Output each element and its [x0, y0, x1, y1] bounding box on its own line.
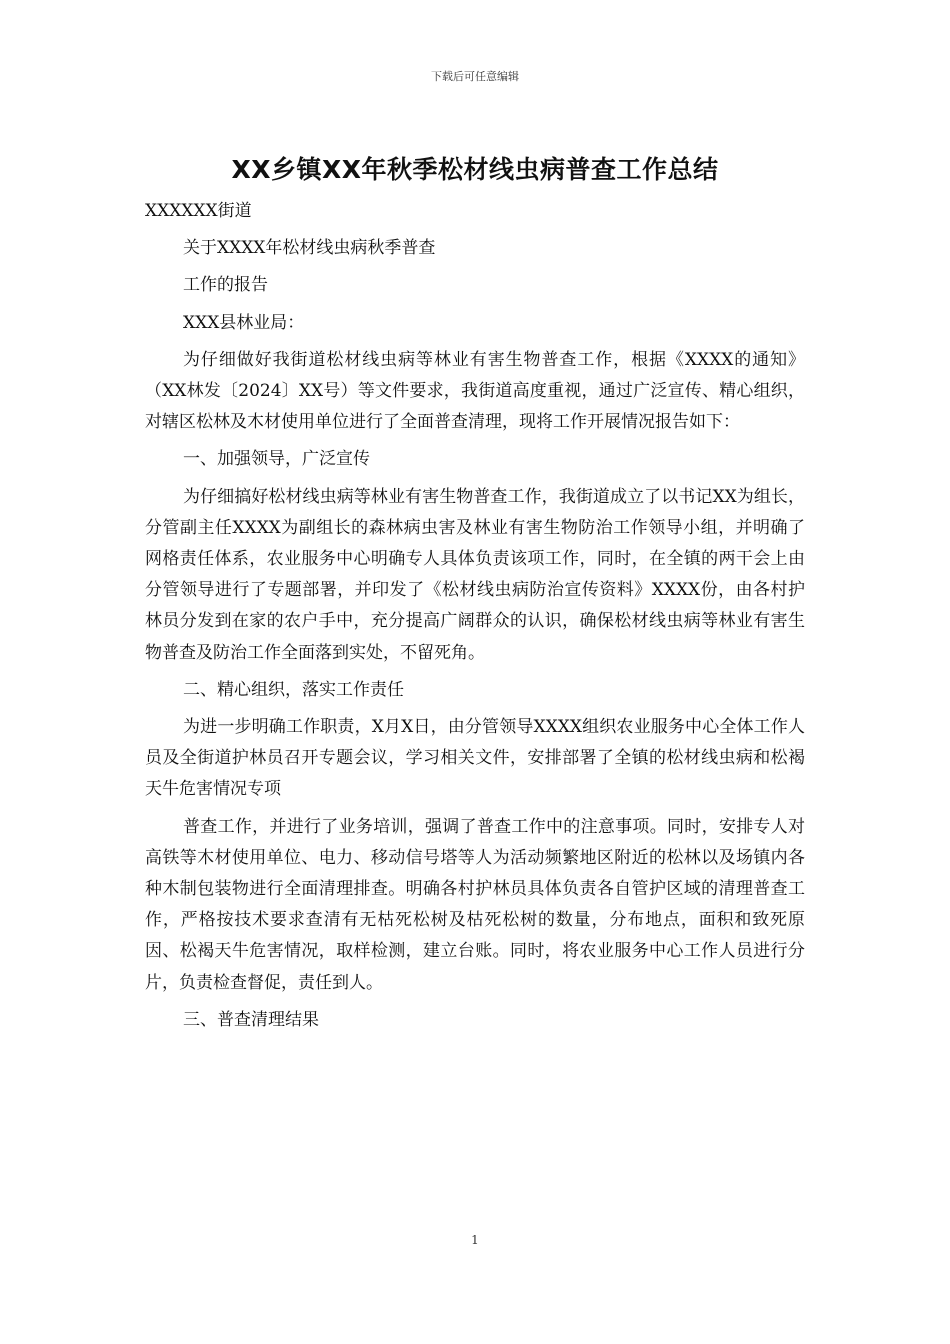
section-heading-1: 一、加强领导，广泛宣传: [183, 449, 370, 470]
report-subject-line-1: 关于XXXX年松材线虫病秋季普查: [183, 238, 436, 259]
recipient-street: XXXXXX街道: [145, 201, 252, 221]
intro-paragraph: 为仔细做好我街道松材线虫病等林业有害生物普查工作，根据《XXXX的通知》（XX林发〔2024〕XX号）等文件要求，我街道高度重视，通过广泛宣传、精心组织，对辖区松林及木材使用单位进行了全面普查清理，现将工作开展情况报告如下：: [145, 349, 805, 433]
addressee: XXX县林业局：: [183, 312, 305, 333]
section-2-paragraph-b: 普查工作，并进行了业务培训，强调了普查工作中的注意事项。同时，安排专人对高铁等木材使用单位、电力、移动信号塔等人为活动频繁地区附近的松林以及场镇内各种木制包装物进行全面清理排查。明确各村护林员具体负责各自管护区域的清理普查工作，严格按技术要求查清有无枯死松树及枯死松树的数量，分布地点，面积和致死原因、松褐天牛危害情况，取样检测，建立台账。同时，将农业服务中心工作人员进行分片，负责检查督促，责任到人。: [145, 816, 805, 993]
document-title: XX乡镇XX年秋季松材线虫病普查工作总结: [231, 155, 719, 184]
section-heading-2: 二、精心组织，落实工作责任: [183, 679, 404, 700]
section-2-paragraph-a: 为进一步明确工作职责，X月X日，由分管领导XXXX组织农业服务中心全体工作人员及全街道护林员召开专题会议，学习相关文件，安排部署了全镇的松材线虫病和松褐天牛危害情况专项: [145, 717, 805, 800]
header-note: 下载后可任意编辑: [431, 70, 519, 83]
page-number: 1: [471, 1233, 479, 1247]
report-subject-line-2: 工作的报告: [183, 275, 268, 296]
document-body: [145, 196, 805, 1042]
section-heading-3: 三、普查清理结果: [183, 1009, 319, 1030]
section-1-paragraph: 为仔细搞好松材线虫病等林业有害生物普查工作，我街道成立了以书记XX为组长，分管副主任XXXX为副组长的森林病虫害及林业有害生物防治工作领导小组，并明确了网格责任体系，农业服务中心明确专人具体负责该项工作，同时，在全镇的两干会上由分管领导进行了专题部署，并印发了《松材线虫病防治宣传资料》XXXX份，由各村护林员分发到在家的农户手中，充分提高广阔群众的认识，确保松材线虫病等林业有害生物普查及防治工作全面落到实处，不留死角。: [145, 486, 805, 663]
